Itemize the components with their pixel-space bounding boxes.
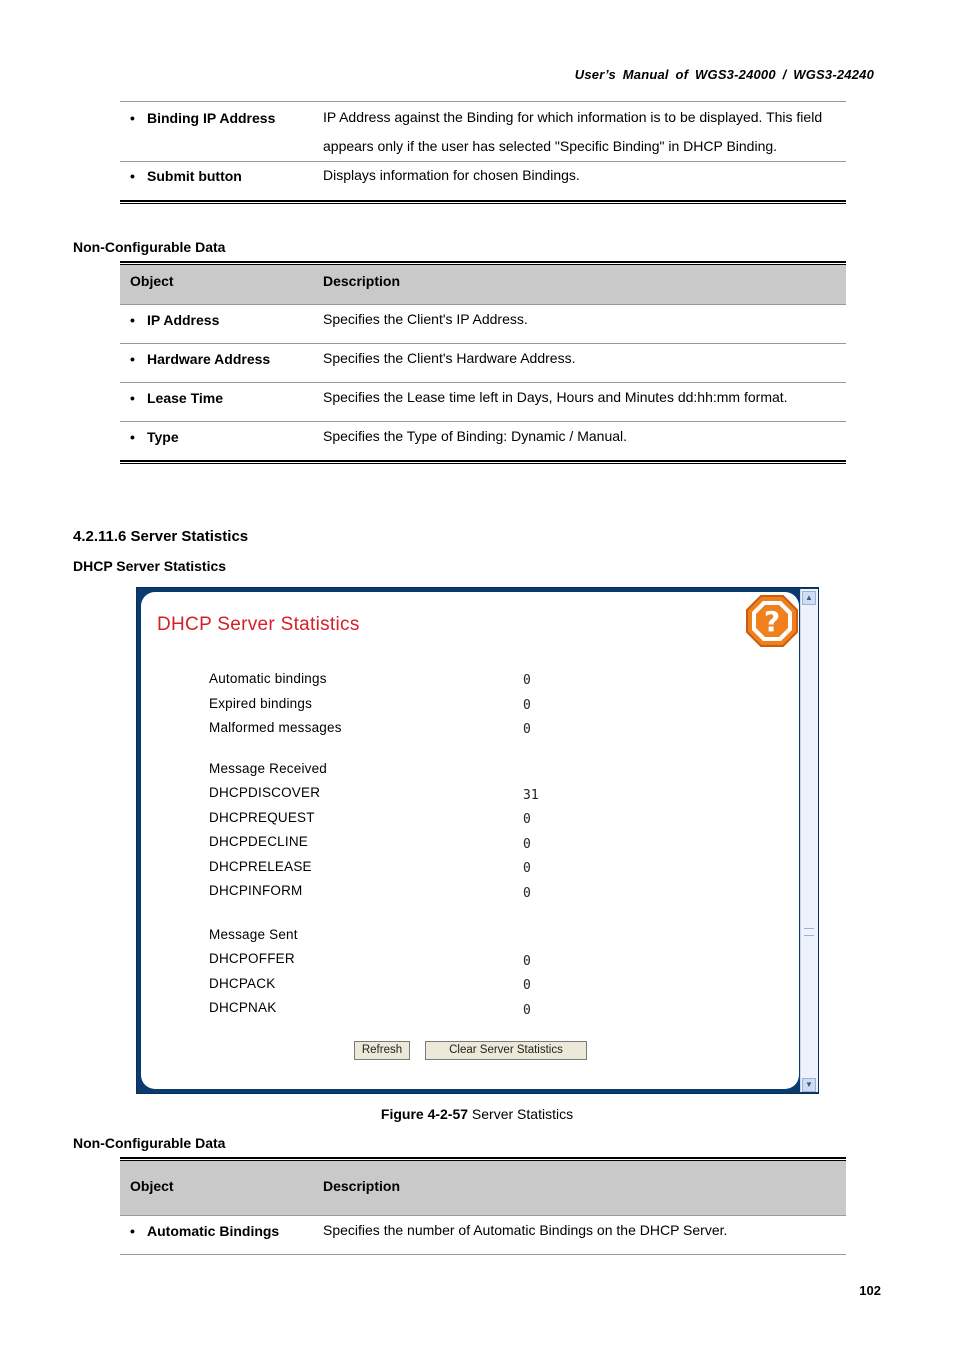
stat-label: DHCPACK: [209, 976, 276, 991]
stat-value: 0: [523, 861, 531, 876]
sent-heading: Message Sent: [209, 927, 298, 942]
scroll-up-icon[interactable]: ▲: [802, 591, 816, 605]
row-object: • Submit button: [130, 168, 242, 184]
stat-value: 0: [523, 1003, 531, 1018]
row-description: Specifies the Lease time left in Days, Hours and Minutes dd:hh:mm format.: [323, 389, 788, 405]
row-description: Specifies the number of Automatic Bindings on the DHCP Server.: [323, 1222, 728, 1238]
row-object: Hardware Address: [147, 351, 271, 367]
table-row: [120, 101, 846, 162]
row-object: • Binding IP Address: [130, 110, 276, 126]
stat-value: 0: [523, 886, 531, 901]
row-object: Automatic Bindings: [147, 1223, 280, 1239]
row-description: Specifies the Type of Binding: Dynamic / Manual.: [323, 428, 628, 444]
stat-label: DHCPDISCOVER: [209, 785, 321, 800]
section-heading: Non-Configurable Data: [73, 1135, 226, 1151]
help-icon[interactable]: [745, 594, 799, 648]
clear-server-statistics-button[interactable]: Clear Server Statistics: [425, 1041, 587, 1060]
row-description: Specifies the Client's Hardware Address.: [323, 350, 576, 366]
stat-label: DHCPDECLINE: [209, 834, 308, 849]
stat-value: 31: [523, 788, 539, 803]
col-description: Description: [323, 1178, 401, 1194]
figure-caption: [0, 1106, 954, 1122]
table-header: [120, 1161, 846, 1216]
col-description: Description: [323, 273, 401, 289]
stat-value: 0: [523, 673, 531, 688]
stat-value: 0: [523, 722, 531, 737]
row-description: IP Address against the Binding for which information is to be displayed. This field appears only if the user has selected "Specific Binding" in DHCP Binding.: [323, 109, 823, 154]
scroll-down-icon[interactable]: ▼: [802, 1078, 816, 1092]
svg-text:?: ?: [763, 605, 781, 638]
figure-title: Server Statistics: [468, 1106, 574, 1122]
subsection-subtitle: DHCP Server Statistics: [73, 558, 227, 574]
figure-number: Figure 4-2-57: [380, 1106, 469, 1122]
running-header: User’s Manual of WGS3-24000 / WGS3-24240: [574, 67, 874, 82]
panel-title: DHCP Server Statistics: [157, 614, 360, 635]
stat-value: 0: [523, 698, 531, 713]
refresh-button[interactable]: Refresh: [354, 1041, 410, 1060]
row-object: IP Address: [147, 312, 220, 328]
stat-label: DHCPNAK: [209, 1000, 277, 1015]
stat-value: 0: [523, 812, 531, 827]
received-heading: Message Received: [209, 761, 328, 776]
stat-value: 0: [523, 954, 531, 969]
row-object: Lease Time: [147, 390, 224, 406]
table-row: • Lease Time Specifies the Lease time left in Days, Hours and Minutes dd:hh:mm format.: [120, 383, 846, 422]
table-row: • Hardware Address Specifies the Client's Hardware Address.: [120, 344, 846, 383]
table-bottom-rule: [120, 200, 846, 204]
subsection-title: 4.2.11.6 Server Statistics: [73, 528, 249, 545]
stat-label: DHCPREQUEST: [209, 810, 315, 825]
col-object: Object: [130, 273, 174, 289]
stat-label: Automatic bindings: [209, 671, 327, 686]
stat-label: DHCPINFORM: [209, 883, 303, 898]
dhcp-server-statistics-screenshot: [136, 587, 819, 1094]
section-heading: Non-Configurable Data: [73, 239, 226, 255]
table-header: [120, 265, 846, 305]
row-description: Specifies the Client's IP Address.: [323, 311, 528, 327]
table-row: • Automatic Bindings Specifies the number of Automatic Bindings on the DHCP Server.: [120, 1216, 846, 1255]
stat-label: Expired bindings: [209, 696, 313, 711]
table-row: • IP Address Specifies the Client's IP Address.: [120, 305, 846, 344]
row-description: Displays information for chosen Bindings.: [323, 167, 580, 183]
table-row: [120, 161, 846, 199]
table-row: • Type Specifies the Type of Binding: Dynamic / Manual.: [120, 422, 846, 460]
vertical-scrollbar[interactable]: [800, 589, 818, 1092]
stat-value: 0: [523, 978, 531, 993]
page-number: 102: [859, 1283, 881, 1298]
stat-label: DHCPOFFER: [209, 951, 295, 966]
col-object: Object: [130, 1178, 174, 1194]
table-bottom-rule: [120, 460, 846, 464]
stat-label: DHCPRELEASE: [209, 859, 312, 874]
row-object: Type: [147, 429, 179, 445]
statistics-panel: [141, 592, 799, 1089]
stat-label: Malformed messages: [209, 720, 342, 735]
stat-value: 0: [523, 837, 531, 852]
scroll-grip-icon: [804, 928, 814, 936]
